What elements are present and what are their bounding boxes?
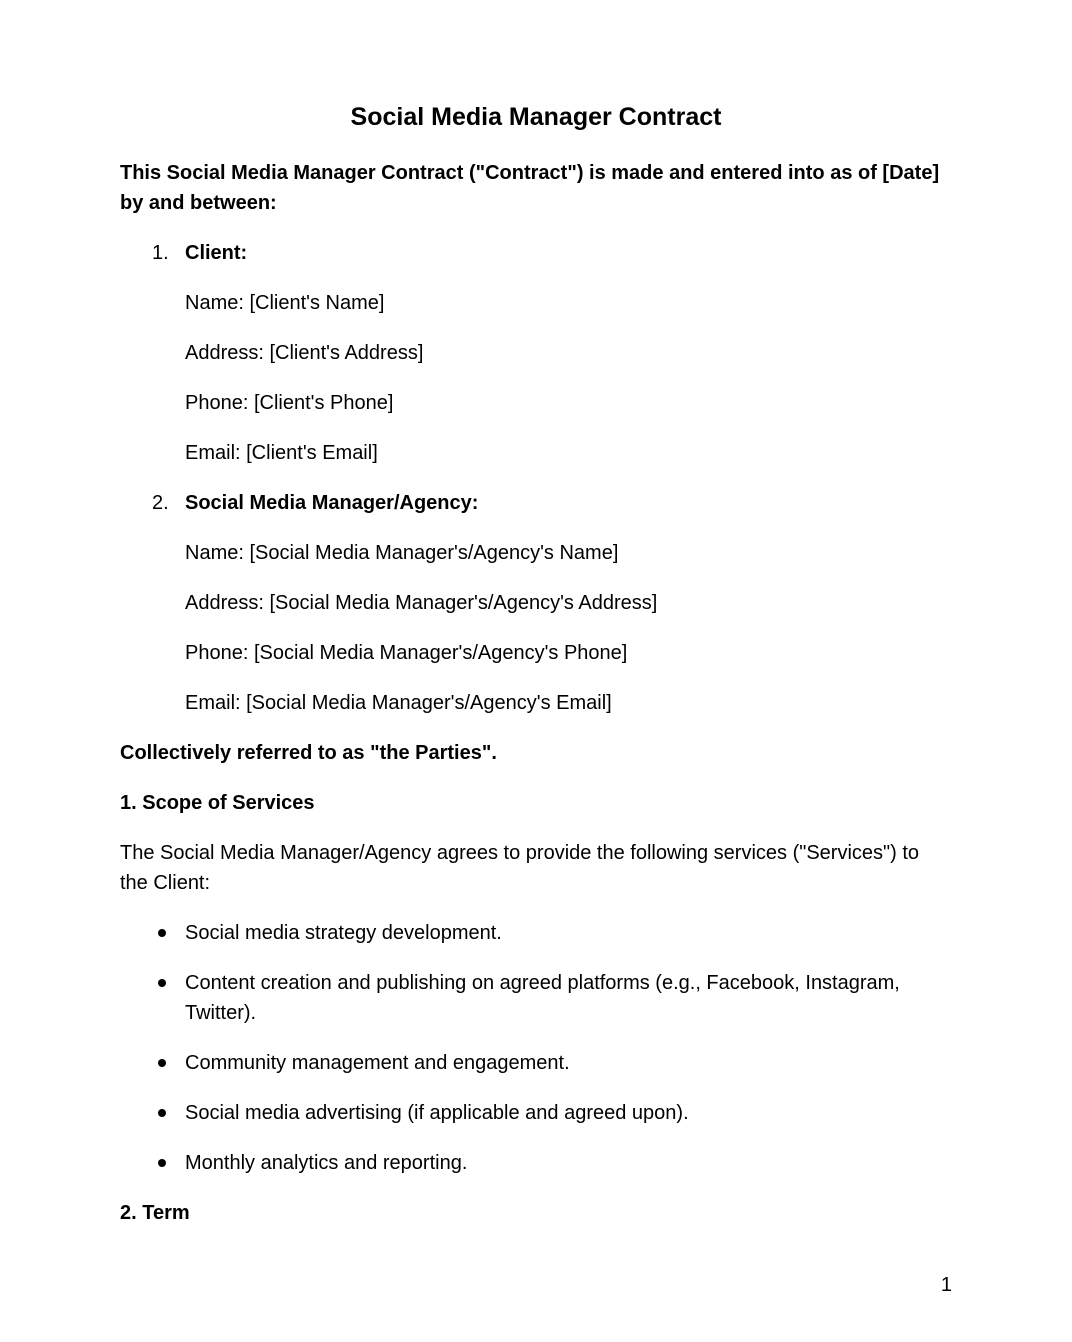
service-item-text: Monthly analytics and reporting. [185,1152,468,1174]
bullet-icon [158,1159,166,1167]
party-manager-heading: Social Media Manager/Agency: [185,492,479,514]
list-number: 1. [152,242,169,264]
manager-phone-field: Phone: [Social Media Manager's/Agency's Phone] [185,642,628,664]
bullet-icon [158,979,166,987]
page-number: 1 [940,1274,952,1296]
service-list-item [120,918,952,948]
manager-email-field: Email: [Social Media Manager's/Agency's Email] [185,692,612,714]
service-item-text: Community management and engagement. [185,1052,570,1074]
client-email-field: Email: [Client's Email] [185,442,378,464]
list-number: 2. [152,492,169,514]
intro-paragraph: This Social Media Manager Contract ("Contract") is made and entered into as of [Date] by and between: [120,162,940,214]
manager-name-field: Name: [Social Media Manager's/Agency's Name] [185,542,619,564]
service-item-text: Social media advertising (if applicable and agreed upon). [185,1102,689,1124]
service-list-item [120,1048,952,1078]
manager-address-field: Address: [Social Media Manager's/Agency's Address] [185,592,658,614]
service-list-item [120,1098,952,1128]
client-phone-field: Phone: [Client's Phone] [185,392,394,414]
collective-statement: Collectively referred to as "the Parties". [120,742,497,764]
service-list-item [120,968,952,1028]
party-manager-heading-row [120,488,952,518]
service-item-text: Social media strategy development. [185,922,502,944]
bullet-icon [158,1059,166,1067]
party-client-heading: Client: [185,242,248,264]
section-term-heading: 2. Term [120,1202,190,1224]
party-client-heading-row [120,238,952,268]
service-item-text: Content creation and publishing on agreed platforms (e.g., Facebook, Instagram, Twitter). [185,972,900,1024]
section-scope-heading: 1. Scope of Services [120,792,315,814]
client-address-field: Address: [Client's Address] [185,342,424,364]
client-name-field: Name: [Client's Name] [185,292,385,314]
service-list-item [120,1148,952,1178]
section-scope-paragraph: The Social Media Manager/Agency agrees to provide the following services ("Services") to the Client: [120,842,920,894]
bullet-icon [158,929,166,937]
document-title: Social Media Manager Contract [350,103,722,131]
bullet-icon [158,1109,166,1117]
